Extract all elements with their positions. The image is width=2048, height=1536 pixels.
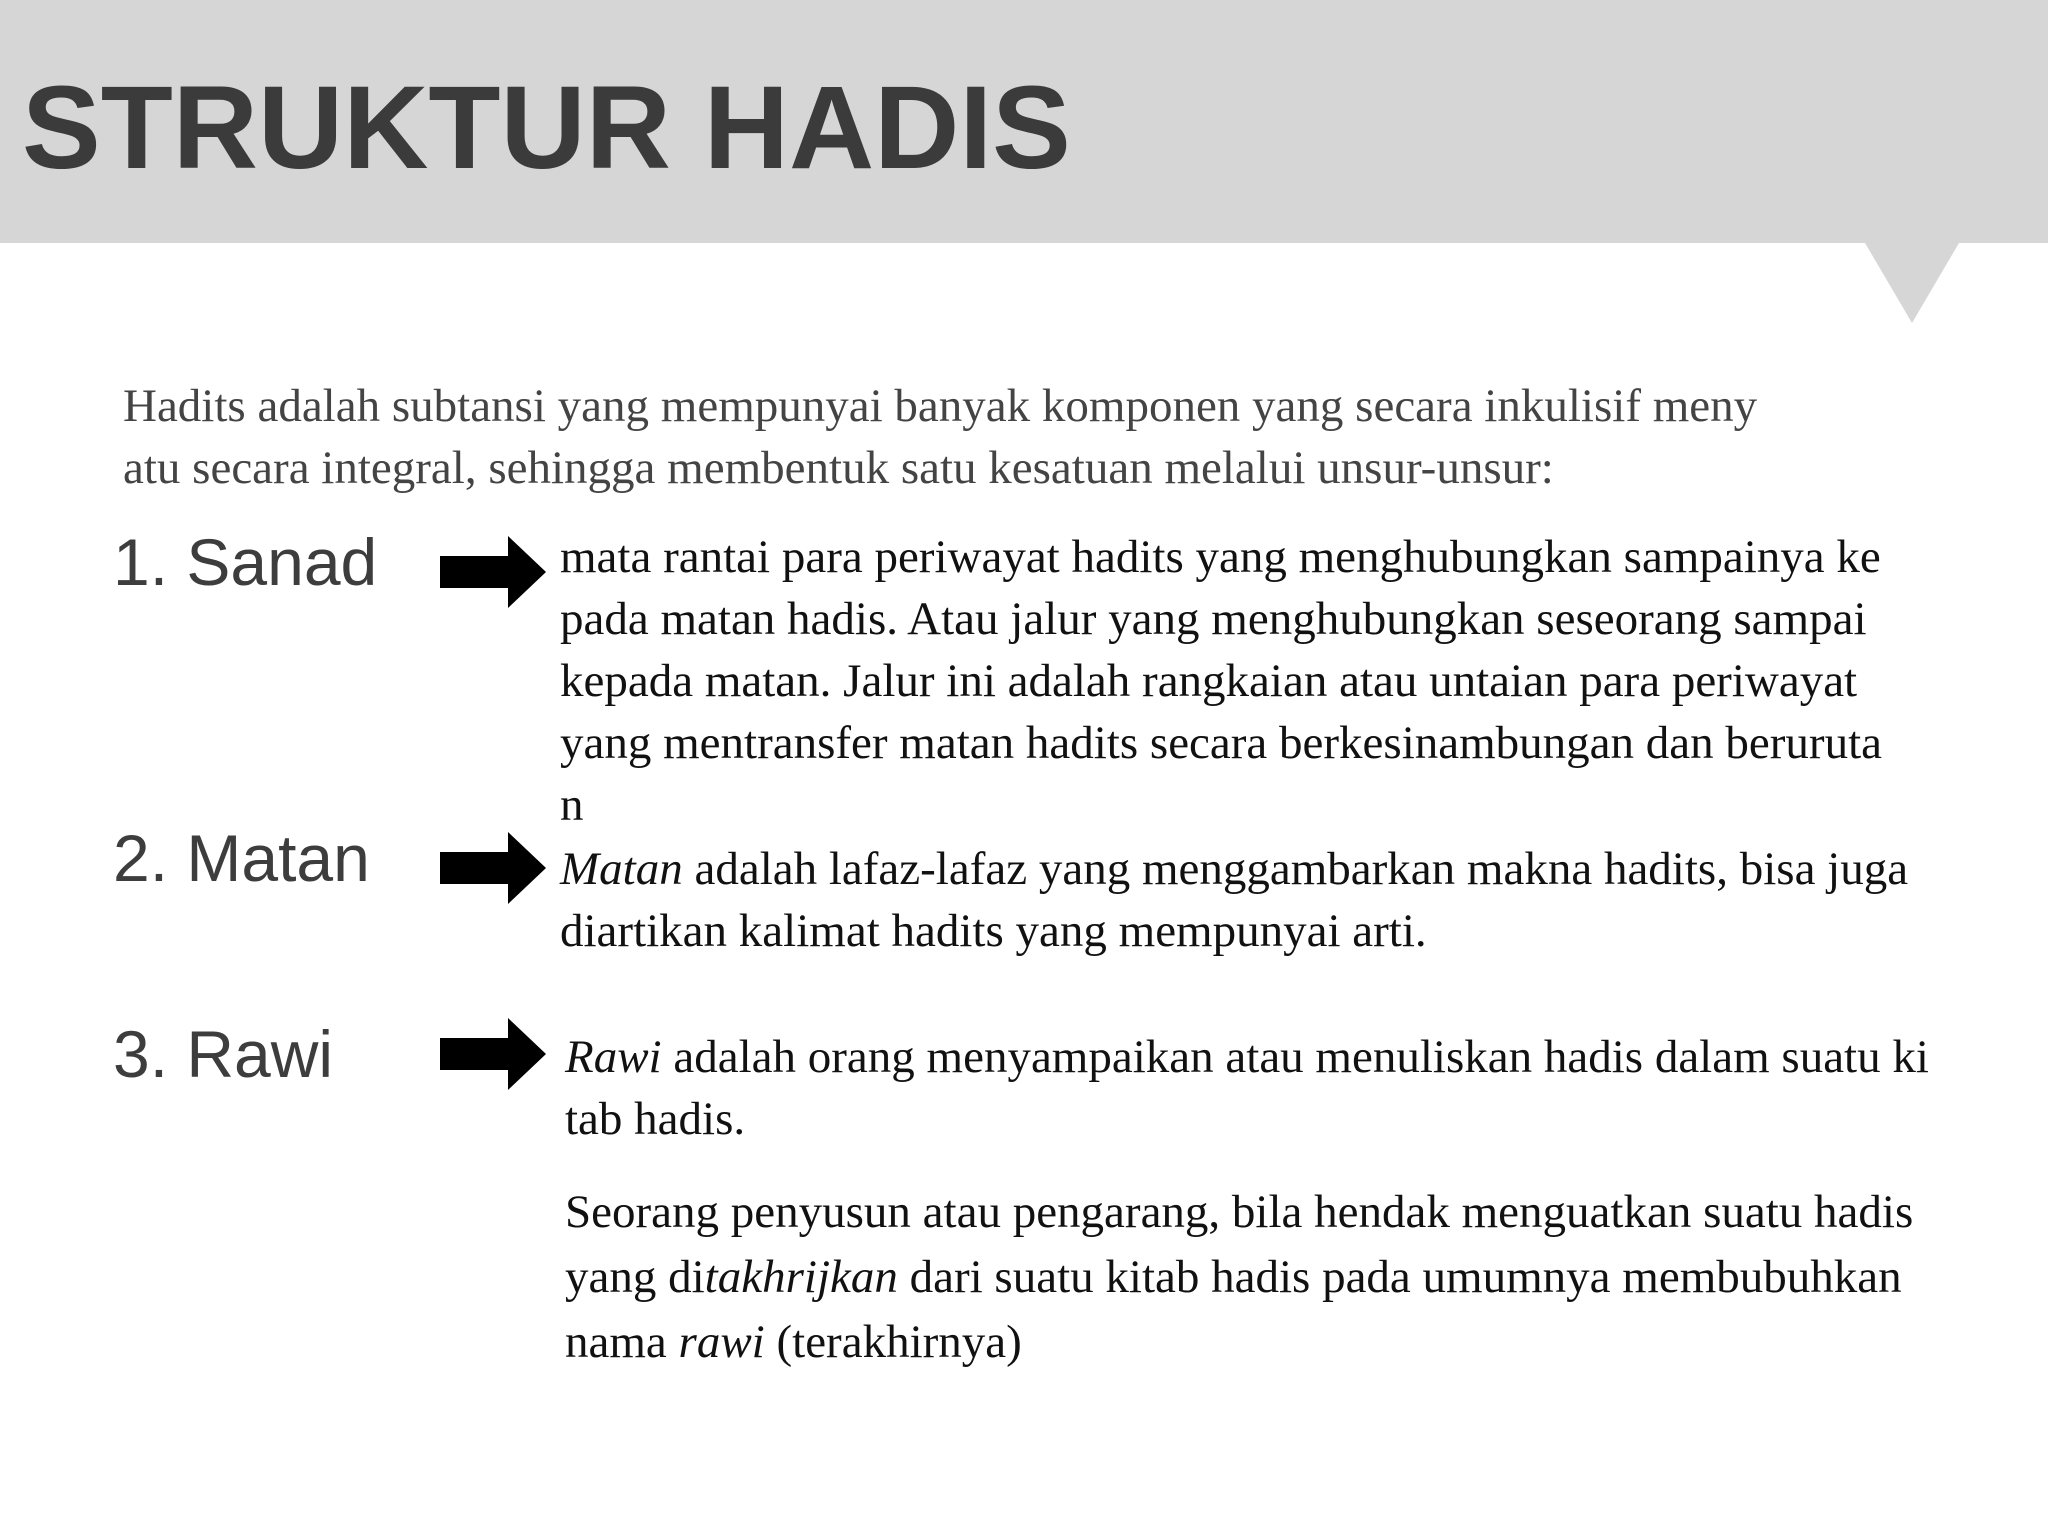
definition-line: yang mentransfer matan hadits secara berkesinambungan dan beruruta xyxy=(560,717,1882,769)
definition-sanad xyxy=(560,526,1882,836)
term-sanad: 1. Sanad xyxy=(113,525,378,599)
definition-line: pada matan hadis. Atau jalur yang menghubungkan seseorang sampai xyxy=(560,593,1867,645)
term-italic: Rawi xyxy=(565,1031,662,1083)
title-bar-pointer xyxy=(1865,243,1959,323)
intro-line: atu secara integral, sehingga membentuk satu kesatuan melalui unsur-unsur: xyxy=(123,442,1554,494)
note-line xyxy=(565,1310,1913,1375)
definition-line: mata rantai para periwayat hadits yang menghubungkan sampainya ke xyxy=(560,531,1881,583)
term-italic: Matan xyxy=(560,843,683,895)
definition-line xyxy=(565,1026,1929,1088)
definition-matan xyxy=(560,838,1908,962)
definition-rawi xyxy=(565,1026,1929,1150)
definition-line: n xyxy=(560,779,584,831)
intro-line: Hadits adalah subtansi yang mempunyai banyak komponen yang secara inkulisif meny xyxy=(123,380,1758,432)
term-italic: takhrijkan xyxy=(704,1251,898,1303)
intro-paragraph xyxy=(123,375,2023,499)
definition-text: adalah orang menyampaikan atau menuliskan hadis dalam suatu ki xyxy=(661,1031,1929,1083)
note-text: yang di xyxy=(565,1251,705,1303)
right-arrow-icon xyxy=(440,1018,546,1090)
definition-line xyxy=(560,838,1908,900)
note-line: Seorang penyusun atau pengarang, bila hendak menguatkan suatu hadis xyxy=(565,1186,1914,1238)
note-text: nama xyxy=(565,1316,679,1368)
right-arrow-icon xyxy=(440,536,546,608)
definition-text: adalah lafaz-lafaz yang menggambarkan makna hadits, bisa juga xyxy=(682,843,1909,895)
definition-line: kepada matan. Jalur ini adalah rangkaian atau untaian para periwayat xyxy=(560,655,1858,707)
note-line xyxy=(565,1245,1913,1310)
term-italic: rawi xyxy=(678,1316,765,1368)
term-matan: 2. Matan xyxy=(113,821,370,895)
note-text: (terakhirnya) xyxy=(764,1316,1022,1368)
definition-line: diartikan kalimat hadits yang mempunyai arti. xyxy=(560,905,1427,957)
term-rawi: 3. Rawi xyxy=(113,1017,334,1091)
rawi-note xyxy=(565,1180,1913,1375)
definition-line: tab hadis. xyxy=(565,1093,746,1145)
slide-title: STRUKTUR HADIS xyxy=(22,62,1071,194)
right-arrow-icon xyxy=(440,832,546,904)
note-text: dari suatu kitab hadis pada umumnya membubuhkan xyxy=(897,1251,1902,1303)
